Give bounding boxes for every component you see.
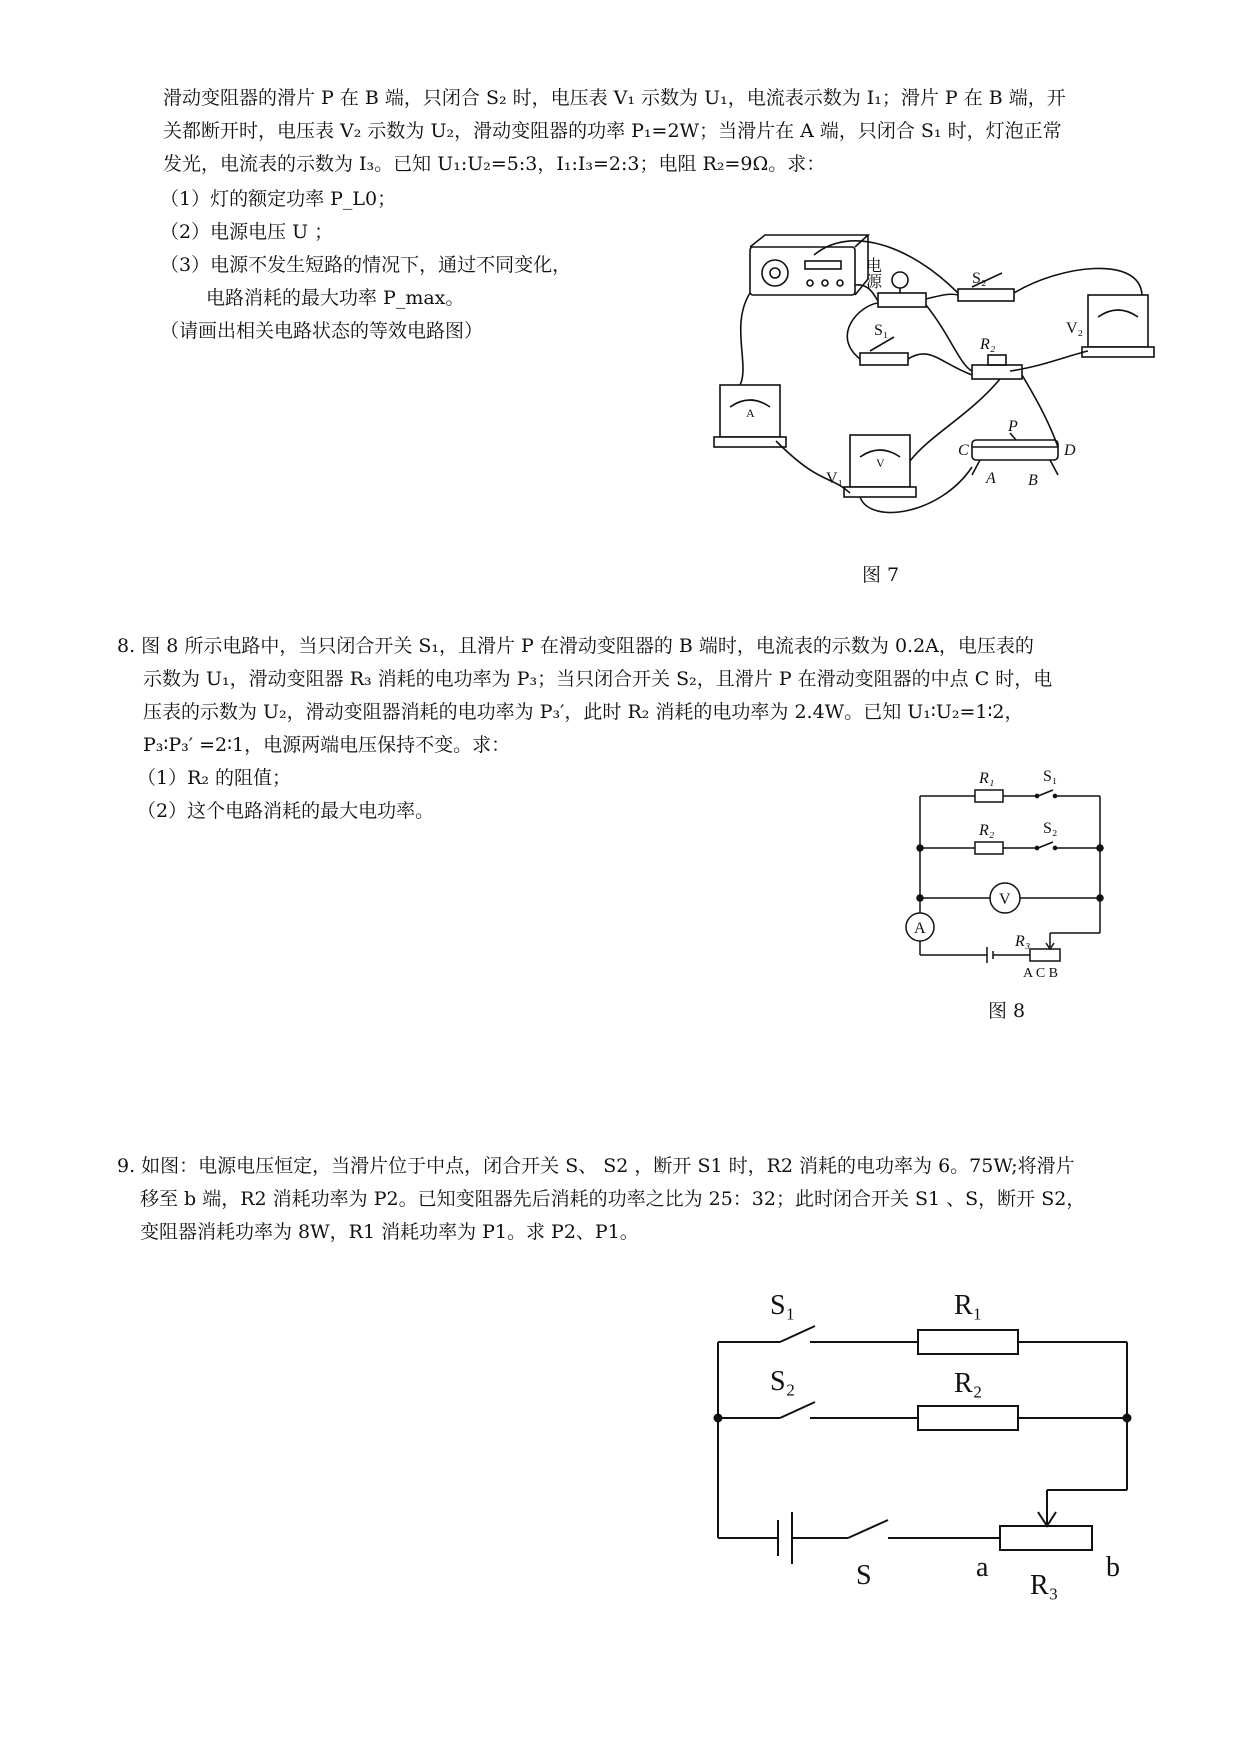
problem7-line: 发光，电流表的示数为 I₃。已知 U₁:U₂=5:3，I₁:I₃=2:3；电阻 R₂=9Ω。求： <box>163 153 826 175</box>
power-supply-icon <box>750 247 855 295</box>
r2-label: R₂ <box>979 822 995 839</box>
resistor-r1-icon <box>918 1330 1018 1354</box>
c-label: C <box>958 442 969 459</box>
rheostat-r3-icon <box>1030 949 1060 961</box>
ammeter-label: A <box>746 406 755 420</box>
s2-label: S₂ <box>1043 820 1058 837</box>
s-label: S <box>856 1560 872 1591</box>
problem8-text <box>117 630 1052 762</box>
voltmeter-v2-icon <box>1088 295 1148 347</box>
problem8-line: 8. 图 8 所示电路中，当只闭合开关 S₁，且滑片 P 在滑动变阻器的 B 端时，电流表的示数为 0.2A，电压表的 <box>117 635 1034 657</box>
r3-label: R₃ <box>1015 933 1031 950</box>
problem9-line: 9. 如图：电源电压恒定，当滑片位于中点，闭合开关 S、 S2 ，断开 S1 时，R2 消耗的电功率为 6。75W;将滑片 <box>117 1155 1075 1177</box>
ammeter-label: A <box>914 920 926 937</box>
figure7-apparatus <box>710 235 1150 555</box>
r1-label: R₁ <box>979 770 995 787</box>
voltmeter-label: V <box>999 891 1011 908</box>
b-label: b <box>1106 1552 1120 1583</box>
question-item: （2）电源电压 U ； <box>160 221 334 243</box>
r3-label: R₃ <box>1030 1570 1059 1601</box>
question-item: （3）电源不发生短路的情况下，通过不同变化， <box>160 254 572 276</box>
switch-s-icon <box>848 1520 888 1538</box>
problem9-line: 移至 b 端，R2 消耗功率为 P2。已知变阻器先后消耗的功率之比为 25：32；此时闭合开关 S1 、S，断开 S2， <box>140 1188 1086 1210</box>
acb-label: A C B <box>1023 966 1059 981</box>
problem9-line: 变阻器消耗功率为 8W，R1 消耗功率为 P1。求 P2、P1。 <box>140 1221 639 1243</box>
switch-s1-board <box>860 353 908 365</box>
resistor-r2-icon <box>918 1406 1018 1430</box>
bulb-board <box>878 293 926 307</box>
problem7-line: 关都断开时，电压表 V₂ 示数为 U₂，滑动变阻器的功率 P₁=2W；当滑片在 A 端，只闭合 S₁ 时，灯泡正常 <box>163 120 1062 142</box>
s1-label: S₁ <box>770 1290 796 1321</box>
question-item: （1）R₂ 的阻值； <box>137 767 292 789</box>
switch-s1-icon <box>780 1326 815 1342</box>
resistor-r2-icon <box>988 355 1006 365</box>
d-label: D <box>1064 442 1076 459</box>
switch-s2-icon <box>780 1402 815 1418</box>
switch-s2-board <box>958 289 1014 301</box>
power-label: 电源 <box>863 257 881 289</box>
question-item: （2）这个电路消耗的最大电功率。 <box>137 800 435 822</box>
resistor-r2-icon <box>975 842 1003 854</box>
problem7-questions <box>160 183 571 348</box>
s1-label: S₁ <box>1043 768 1058 785</box>
problem7-line: 滑动变阻器的滑片 P 在 B 端，只闭合 S₂ 时，电压表 V₁ 示数为 U₁，电流表示数为 I₁；滑片 P 在 B 端，开 <box>163 87 1066 109</box>
question-item: （1）灯的额定功率 P_L0； <box>160 188 397 210</box>
question-item: （请画出相关电路状态的等效电路图） <box>160 320 484 342</box>
r2-label: R₂ <box>954 1368 983 1399</box>
s1-label: S₁ <box>874 322 889 339</box>
figure7-caption: 图 7 <box>862 564 900 586</box>
problem8-line: 示数为 U₁，滑动变阻器 R₃ 消耗的电功率为 P₃；当只闭合开关 S₂，且滑片 P 在滑动变阻器的中点 C 时，电 <box>143 668 1053 690</box>
switch-s1-icon <box>1038 790 1053 796</box>
r2-label: R₂ <box>980 336 996 353</box>
rheostat-icon <box>972 440 1058 460</box>
problem8-line: P₃∶P₃′ =2∶1，电源两端电压保持不变。求： <box>143 734 511 756</box>
s2-label: S₂ <box>770 1366 796 1397</box>
a-label: A <box>986 470 996 487</box>
problem8-line: 压表的示数为 U₂，滑动变阻器消耗的电功率为 P₃′，此时 R₂ 消耗的电功率为 2.4W。已知 U₁∶U₂=1∶2， <box>143 701 1024 723</box>
a-label: a <box>976 1552 989 1583</box>
resistor-r2-board <box>972 365 1022 379</box>
problem8-questions <box>137 762 434 828</box>
rheostat-r3-icon <box>1000 1526 1092 1550</box>
figure8-circuit <box>895 763 1125 983</box>
switch-s2-icon <box>1038 842 1053 848</box>
question-item: 电路消耗的最大功率 P_max。 <box>206 287 465 309</box>
voltmeter-label: V <box>876 456 885 470</box>
r1-label: R₁ <box>954 1290 983 1321</box>
v2-label: V₂ <box>1066 320 1084 337</box>
switch-s1-icon <box>870 337 894 351</box>
p-label: P <box>1008 418 1018 435</box>
s2-label: S₂ <box>972 270 987 287</box>
v1-label: V₁ <box>826 470 844 487</box>
resistor-r1-icon <box>975 790 1003 802</box>
figure9-circuit <box>700 1280 1140 1610</box>
problem7-text <box>163 82 1066 181</box>
bulb-icon <box>892 272 908 288</box>
b-label: B <box>1028 472 1038 489</box>
figure8-caption: 图 8 <box>988 1000 1026 1022</box>
problem9-text <box>117 1150 1085 1249</box>
